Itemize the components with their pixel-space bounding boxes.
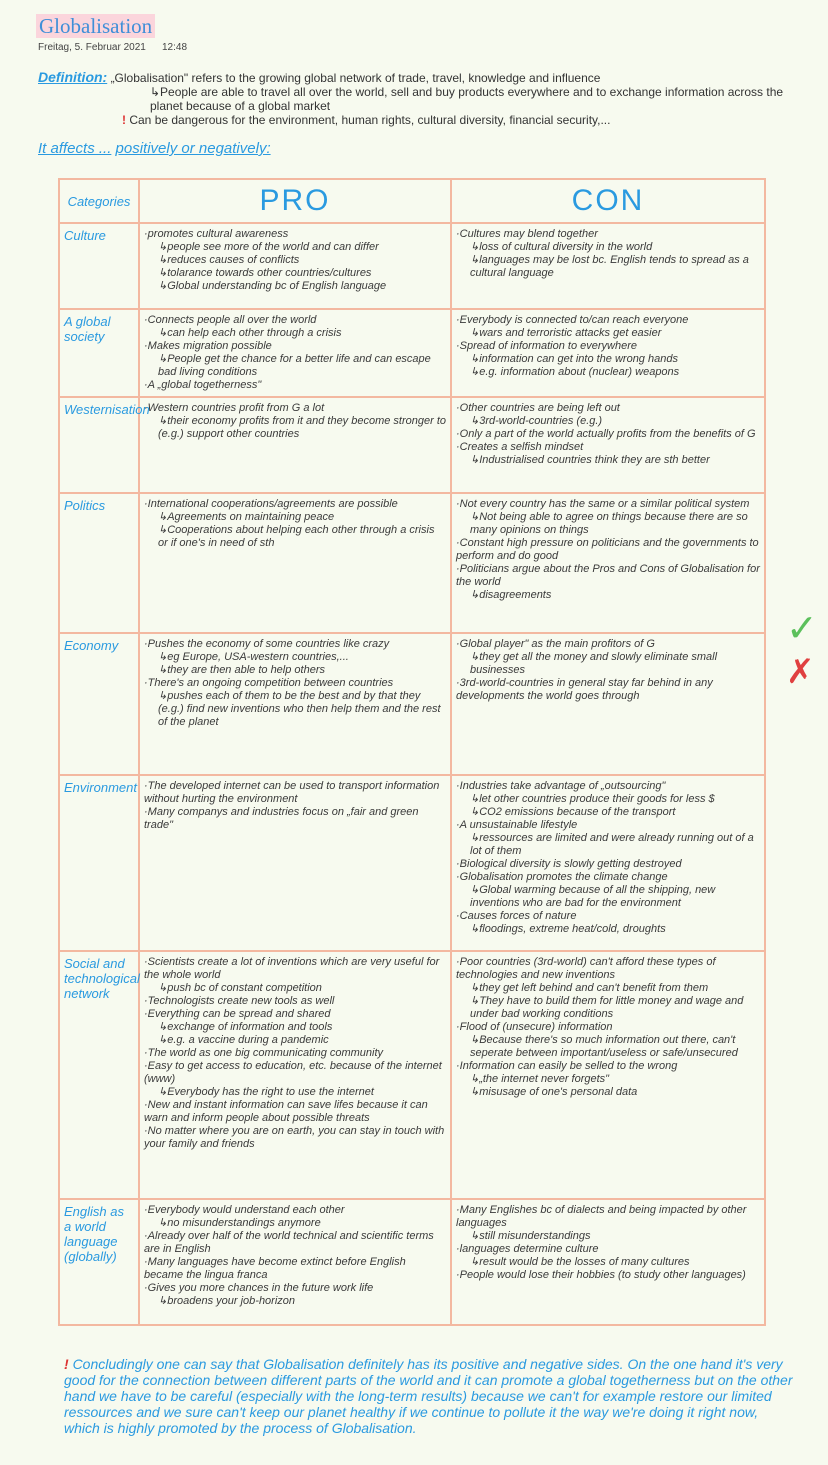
con-cell: [451, 633, 765, 775]
con-point: ·Biological diversity is slowly getting destroyed: [456, 858, 682, 870]
pro-point: ↳no misunderstandings anymore: [158, 1217, 321, 1229]
cross-icon: ✗: [786, 652, 815, 692]
category-cell: Environment: [59, 775, 139, 951]
header-pro: PRO: [139, 179, 451, 223]
pro-point: ·Scientists create a lot of inventions which are very useful for the whole world: [144, 956, 440, 981]
category-cell: Social and technological network: [59, 951, 139, 1199]
con-cell: [451, 493, 765, 633]
table-header-row: [59, 179, 765, 223]
pro-point: ↳broadens your job-horizon: [158, 1295, 296, 1307]
con-point: ·Many Englishes bc of dialects and being impacted by other languages: [456, 1204, 747, 1229]
table-row: [59, 951, 765, 1199]
affects-text: positively or negatively:: [115, 140, 271, 157]
con-cell: [451, 775, 765, 951]
con-point: ↳wars and terroristic attacks get easier: [470, 327, 662, 339]
date-label: Freitag, 5. Februar 2021: [38, 42, 146, 53]
table-row: [59, 309, 765, 397]
con-point: ↳languages may be lost bc. English tends to spread as a cultural language: [470, 254, 749, 279]
con-cell: [451, 951, 765, 1199]
con-point: ·Globalisation promotes the climate change: [456, 871, 668, 883]
pro-point: ↳Cooperations about helping each other through a crisis or if one's in need of sth: [158, 524, 435, 549]
con-point: ·languages determine culture: [456, 1243, 599, 1255]
category-cell: Culture: [59, 223, 139, 309]
con-point: ↳Industrialised countries think they are sth better: [470, 454, 710, 466]
pro-point: ·Pushes the economy of some countries like crazy: [144, 638, 390, 650]
pro-point: ·Many companys and industries focus on „fair and green trade": [144, 806, 419, 831]
pro-point: ·Everything can be spread and shared: [144, 1008, 331, 1020]
con-point: ↳still misunderstandings: [470, 1230, 591, 1242]
category-cell: A global society: [59, 309, 139, 397]
con-point: ·Flood of (unsecure) information: [456, 1021, 613, 1033]
con-point: ↳They have to build them for little money and wage and under bad working conditions: [470, 995, 744, 1020]
con-point: ↳Because there's so much information out there, can't seperate between important/useless or safe/unsecured: [470, 1034, 738, 1059]
pro-point: ↳Everybody has the right to use the internet: [158, 1086, 374, 1098]
con-point: ·Not every country has the same or a similar political system: [456, 498, 750, 510]
pro-point: ·Everybody would understand each other: [144, 1204, 345, 1216]
table-row: [59, 633, 765, 775]
pro-point: ↳exchange of information and tools: [158, 1021, 333, 1033]
pro-point: ·New and instant information can save lifes because it can warn and inform people about possible threats: [144, 1099, 428, 1124]
pro-point: ↳their economy profits from it and they become stronger to (e.g.) support other countries: [158, 415, 447, 440]
con-point: ↳„the internet never forgets": [470, 1073, 610, 1085]
con-point: ·Creates a selfish mindset: [456, 441, 584, 453]
table-row: [59, 223, 765, 309]
pro-point: ↳reduces causes of conflicts: [158, 254, 300, 266]
pro-point: ·Western countries profit from G a lot: [144, 402, 325, 414]
pro-point: ·A „global togetherness": [144, 379, 262, 391]
con-point: ·Only a part of the world actually profits from the benefits of G: [456, 428, 756, 440]
pro-point: ·promotes cultural awareness: [144, 228, 289, 240]
category-cell: Economy: [59, 633, 139, 775]
con-point: ·Global player" as the main profitors of G: [456, 638, 655, 650]
con-point: ↳they get all the money and slowly eliminate small businesses: [470, 651, 718, 676]
definition-line-3: Can be dangerous for the environment, human rights, cultural diversity, financial security,...: [129, 113, 611, 127]
con-point: ↳CO2 emissions because of the transport: [470, 806, 676, 818]
pro-cell: [139, 775, 451, 951]
con-point: ·Other countries are being left out: [456, 402, 620, 414]
page-title: Globalisation: [36, 14, 155, 38]
table-body: [59, 223, 765, 1325]
pro-con-table: [58, 178, 766, 1326]
pro-cell: [139, 1199, 451, 1325]
con-cell: [451, 309, 765, 397]
pro-point: ·Technologists create new tools as well: [144, 995, 335, 1007]
pro-point: ↳People get the chance for a better life and can escape bad living conditions: [158, 353, 431, 378]
warning-icon: !: [64, 1356, 69, 1372]
con-point: ↳Not being able to agree on things because there are so many opinions on things: [470, 511, 748, 536]
con-point: ·Constant high pressure on politicians and the governments to perform and do good: [456, 537, 759, 562]
pro-point: ·Already over half of the world technical and scientific terms are in English: [144, 1230, 434, 1255]
pro-point: ↳people see more of the world and can differ: [158, 241, 379, 253]
table-row: [59, 397, 765, 493]
header-categories: Categories: [59, 179, 139, 223]
category-cell: Politics: [59, 493, 139, 633]
category-cell: Westernisation: [59, 397, 139, 493]
con-cell: [451, 223, 765, 309]
pro-point: ↳push bc of constant competition: [158, 982, 322, 994]
pro-point: ·Many languages have become extinct before English became the lingua franca: [144, 1256, 406, 1281]
pro-cell: [139, 397, 451, 493]
con-point: ·Poor countries (3rd-world) can't afford these types of technologies and new inventions: [456, 956, 716, 981]
warning-icon: !: [122, 113, 126, 127]
pro-cell: [139, 493, 451, 633]
affects-heading: [38, 140, 271, 157]
pro-point: ·The world as one big communicating community: [144, 1047, 384, 1059]
con-cell: [451, 397, 765, 493]
con-point: ·Politicians argue about the Pros and Cons of Globalisation for the world: [456, 563, 760, 588]
con-point: ·People would lose their hobbies (to study other languages): [456, 1269, 746, 1281]
pro-point: ·Gives you more chances in the future work life: [144, 1282, 374, 1294]
con-point: ↳e.g. information about (nuclear) weapons: [470, 366, 680, 378]
header-con: CON: [451, 179, 765, 223]
definition-block: [38, 70, 798, 127]
pro-point: ↳pushes each of them to be the best and by that they (e.g.) find new inventions who then help them and the rest of the planet: [158, 690, 441, 728]
table-row: [59, 775, 765, 951]
definition-line-2: ↳People are able to travel all over the world, sell and buy products everywhere and to exchange information across the planet because of a global market: [150, 85, 784, 113]
category-cell: English as a world language (globally): [59, 1199, 139, 1325]
con-point: ↳result would be the losses of many cultures: [470, 1256, 690, 1268]
con-point: ·A unsustainable lifestyle: [456, 819, 578, 831]
con-point: ↳they get left behind and can't benefit from them: [470, 982, 709, 994]
con-point: ·Cultures may blend together: [456, 228, 598, 240]
con-point: ↳ressources are limited and were already running out of a lot of them: [470, 832, 754, 857]
con-cell: [451, 1199, 765, 1325]
con-point: ·Causes forces of nature: [456, 910, 577, 922]
pro-point: ↳Global understanding bc of English language: [158, 280, 387, 292]
pro-point: ↳Agreements on maintaining peace: [158, 511, 335, 523]
table-row: [59, 1199, 765, 1325]
con-point: ·Information can easily be selled to the wrong: [456, 1060, 678, 1072]
pro-point: ·There's an ongoing competition between countries: [144, 677, 394, 689]
conclusion-text: Concludingly one can say that Globalisation definitely has its positive and negative sides. On the one hand it's very good for the connection between different parts of the world and it can promote a global togetherness but on the other hand we have to be careful (especially with the long-term results) because we can't for example restore our limited ressources and we sure can't keep our planet healthy if we continue to pollute it the way we're doing it right now, which is highly promoted by the process of Globalisation.: [64, 1356, 793, 1436]
con-point: ↳loss of cultural diversity in the world: [470, 241, 653, 253]
pro-point: ·International cooperations/agreements are possible: [144, 498, 398, 510]
definition-line-1: „Globalisation" refers to the growing global network of trade, travel, knowledge and influence: [110, 71, 601, 85]
con-point: ↳disagreements: [470, 589, 552, 601]
pro-point: ·Easy to get access to education, etc. because of the internet (www): [144, 1060, 442, 1085]
pro-cell: [139, 633, 451, 775]
pro-point: ↳eg Europe, USA-western countries,...: [158, 651, 349, 663]
pro-point: ↳e.g. a vaccine during a pandemic: [158, 1034, 329, 1046]
conclusion-block: [64, 1356, 794, 1436]
con-point: ↳let other countries produce their goods for less $: [470, 793, 715, 805]
con-point: ↳misusage of one's personal data: [470, 1086, 638, 1098]
pro-point: ·Connects people all over the world: [144, 314, 317, 326]
con-point: ·Spread of information to everywhere: [456, 340, 637, 352]
table-row: [59, 493, 765, 633]
con-point: ·Industries take advantage of „outsourcing": [456, 780, 666, 792]
pro-cell: [139, 951, 451, 1199]
con-point: ↳3rd-world-countries (e.g.): [470, 415, 603, 427]
pro-point: ↳tolarance towards other countries/cultures: [158, 267, 372, 279]
pro-cell: [139, 309, 451, 397]
con-point: ·3rd-world-countries in general stay far behind in any developments the world goes through: [456, 677, 713, 702]
pro-cell: [139, 223, 451, 309]
con-point: ↳information can get into the wrong hands: [470, 353, 678, 365]
time-label: 12:48: [162, 42, 188, 53]
con-point: ↳Global warming because of all the shipping, new inventions who are bad for the environment: [470, 884, 716, 909]
affects-prefix: It affects ...: [38, 140, 112, 157]
pro-point: ·No matter where you are on earth, you can stay in touch with your family and friends: [144, 1125, 445, 1150]
con-point: ·Everybody is connected to/can reach everyone: [456, 314, 689, 326]
pro-point: ↳they are then able to help others: [158, 664, 325, 676]
pro-point: ·The developed internet can be used to transport information without hurting the environment: [144, 780, 440, 805]
definition-label: Definition:: [38, 69, 108, 85]
checkmark-icon: ✓: [786, 606, 818, 650]
con-point: ↳floodings, extreme heat/cold, droughts: [470, 923, 666, 935]
pro-point: ↳can help each other through a crisis: [158, 327, 342, 339]
pro-point: ·Makes migration possible: [144, 340, 272, 352]
